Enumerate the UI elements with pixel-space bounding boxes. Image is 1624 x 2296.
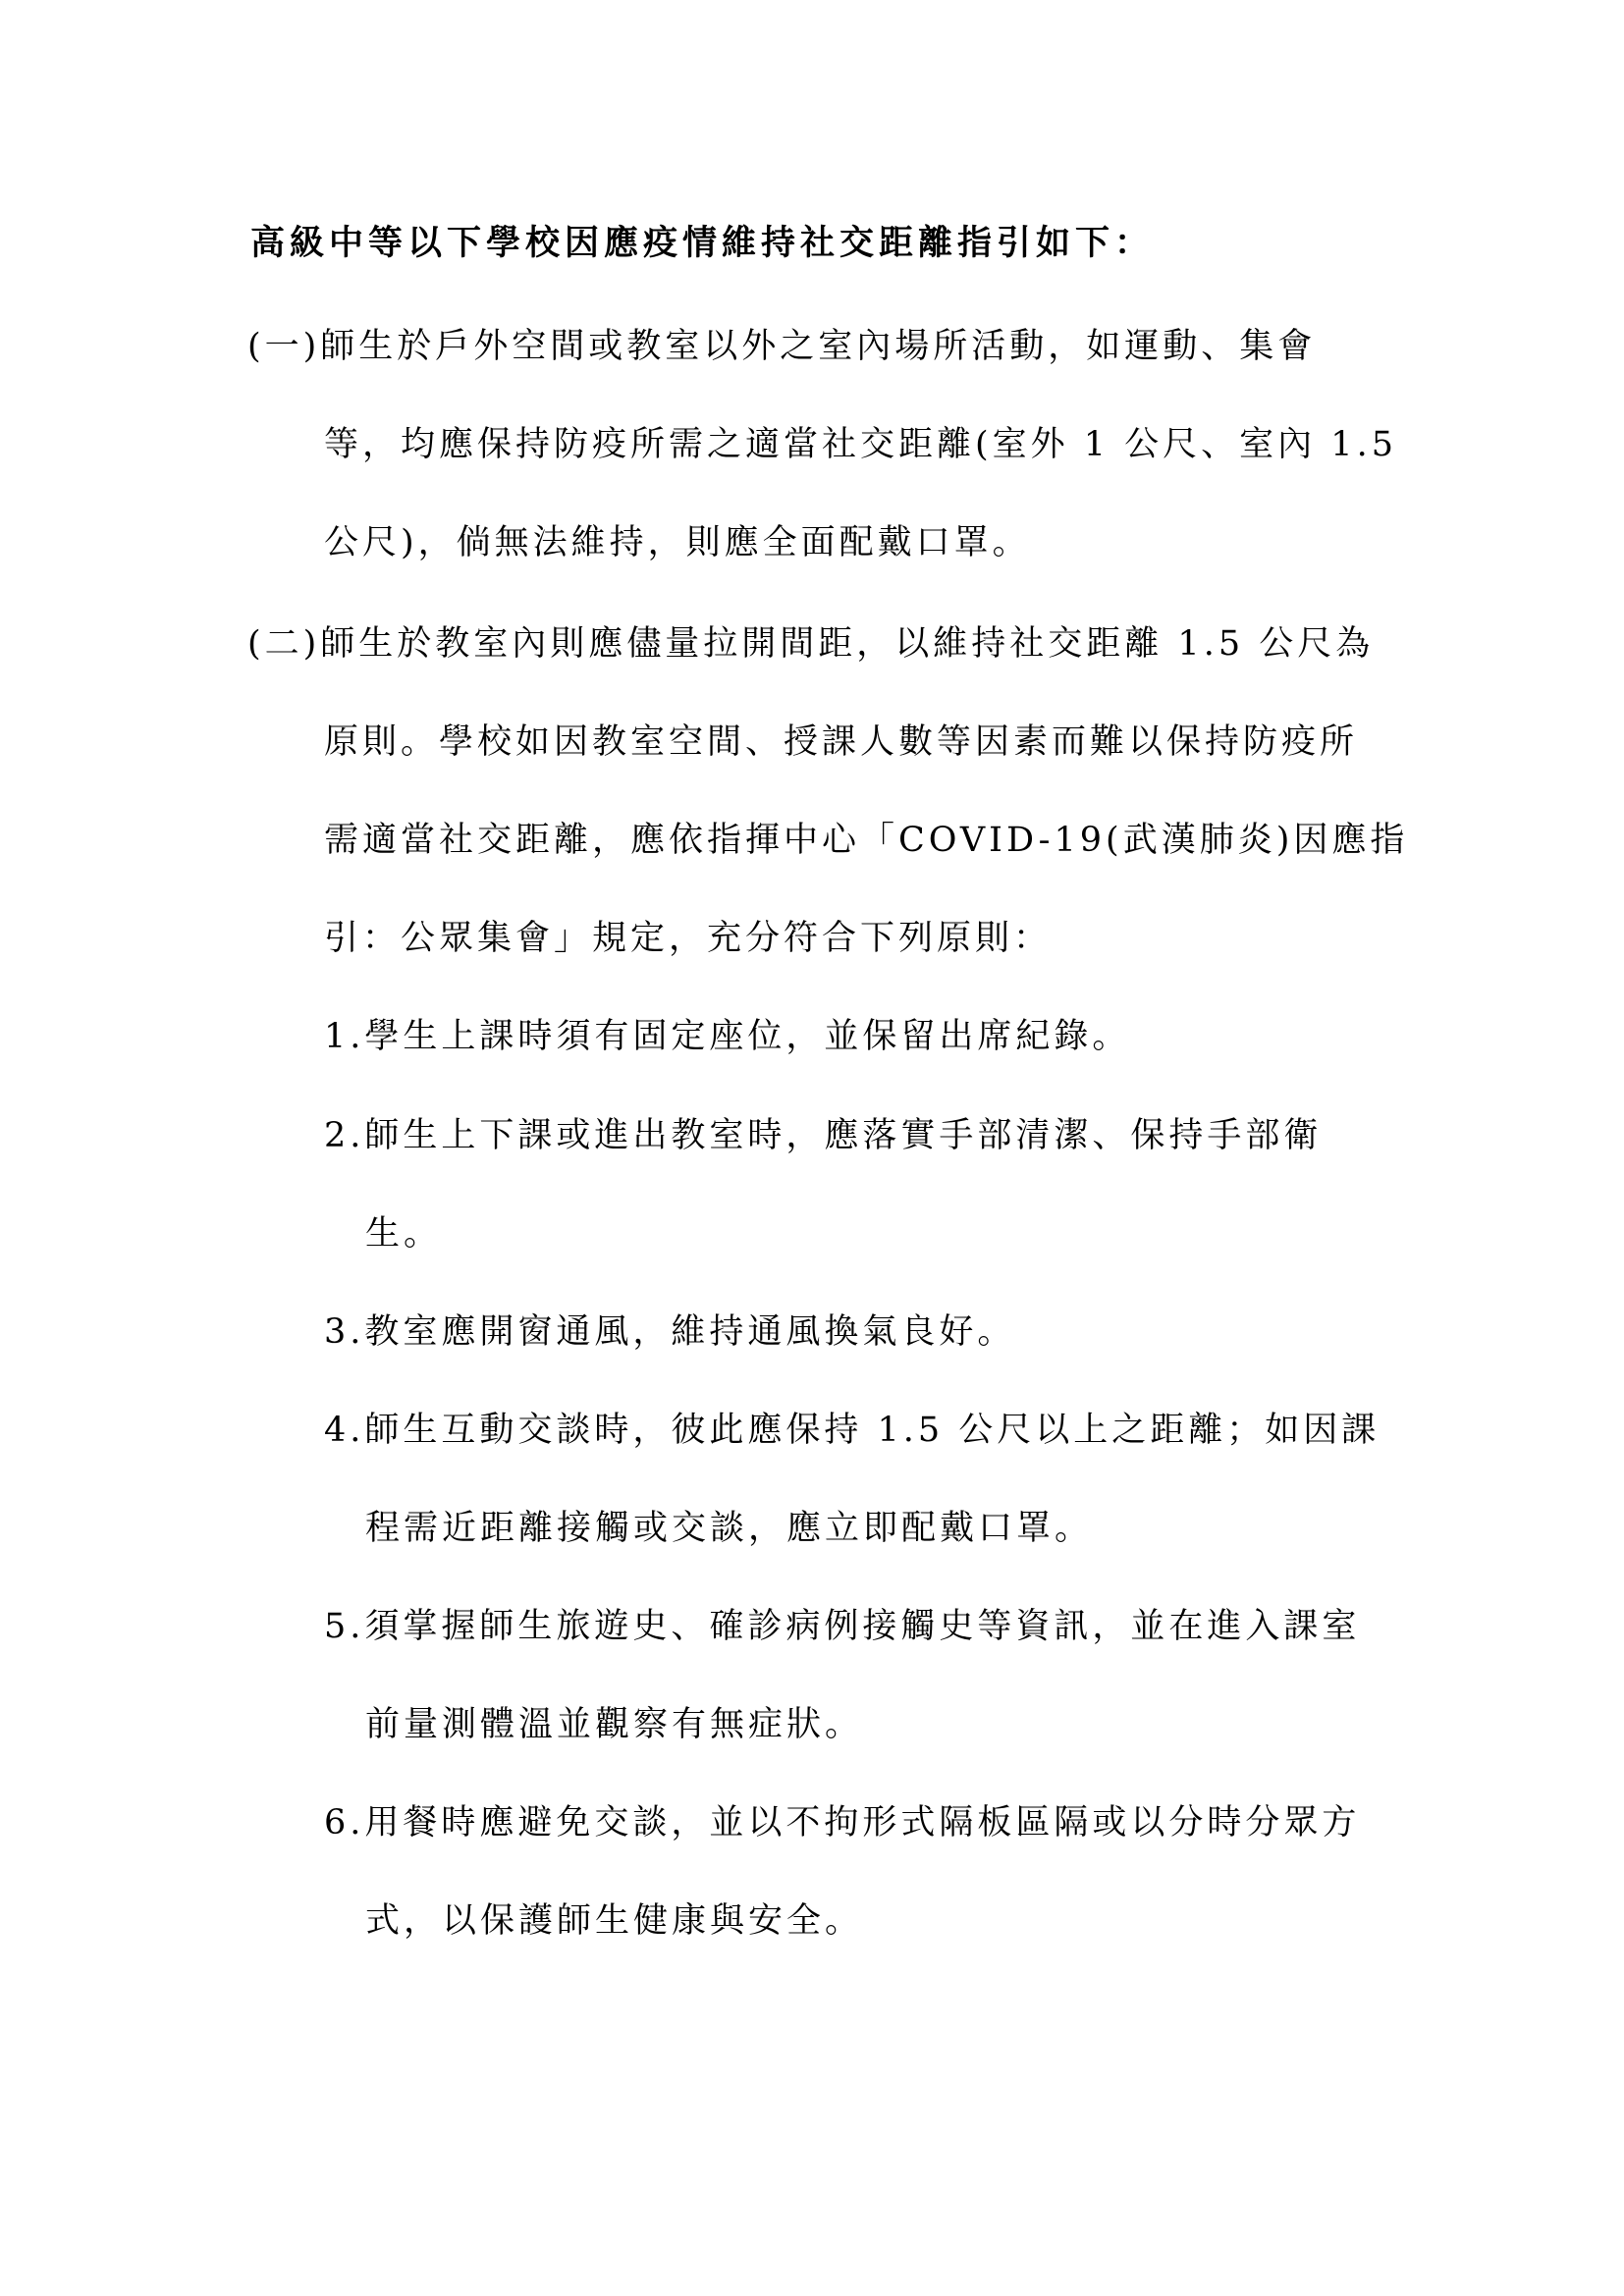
document-title: 高級中等以下學校因應疫情維持社交距離指引如下： (250, 224, 1155, 263)
paragraph-2-line-4: 引：公眾集會」規定，充分符合下列原則： (324, 919, 1053, 958)
list-item-6-line-2: 式，以保護師生健康與安全。 (365, 1901, 864, 1941)
list-item-1: 1.學生上課時須有固定座位，並保留出席紀錄。 (324, 1017, 1131, 1056)
list-item-4-line-1: 4.師生互動交談時，彼此應保持 1.5 公尺以上之距離；如因課 (324, 1411, 1380, 1450)
list-item-3: 3.教室應開窗通風，維持通風換氣良好。 (324, 1312, 1016, 1352)
paragraph-2-line-3: 需適當社交距離，應依指揮中心「COVID-19(武漢肺炎)因應指 (324, 821, 1409, 860)
paragraph-1-line-1: (一)師生於戶外空間或教室以外之室內場所活動，如運動、集會 (247, 327, 1317, 366)
list-item-6-line-1: 6.用餐時應避免交談，並以不拘形式隔板區隔或以分時分眾方 (324, 1803, 1361, 1842)
list-item-4-line-2: 程需近距離接觸或交談，應立即配戴口罩。 (365, 1509, 1094, 1548)
list-item-2-line-2: 生。 (365, 1214, 443, 1254)
list-item-5-line-1: 5.須掌握師生旅遊史、確診病例接觸史等資訊，並在進入課室 (324, 1607, 1361, 1646)
paragraph-2-line-1: (二)師生於教室內則應儘量拉開間距，以維持社交距離 1.5 公尺為 (247, 624, 1375, 664)
list-item-2-line-1: 2.師生上下課或進出教室時，應落實手部清潔、保持手部衛 (324, 1116, 1323, 1155)
paragraph-1-line-3: 公尺)，倘無法維持，則應全面配戴口罩。 (324, 523, 1031, 562)
list-item-5-line-2: 前量測體溫並觀察有無症狀。 (365, 1705, 864, 1744)
paragraph-2-line-2: 原則。學校如因教室空間、授課人數等因素而難以保持防疫所 (324, 722, 1359, 762)
paragraph-1-line-2: 等，均應保持防疫所需之適當社交距離(室外 1 公尺、室內 1.5 (324, 425, 1397, 464)
